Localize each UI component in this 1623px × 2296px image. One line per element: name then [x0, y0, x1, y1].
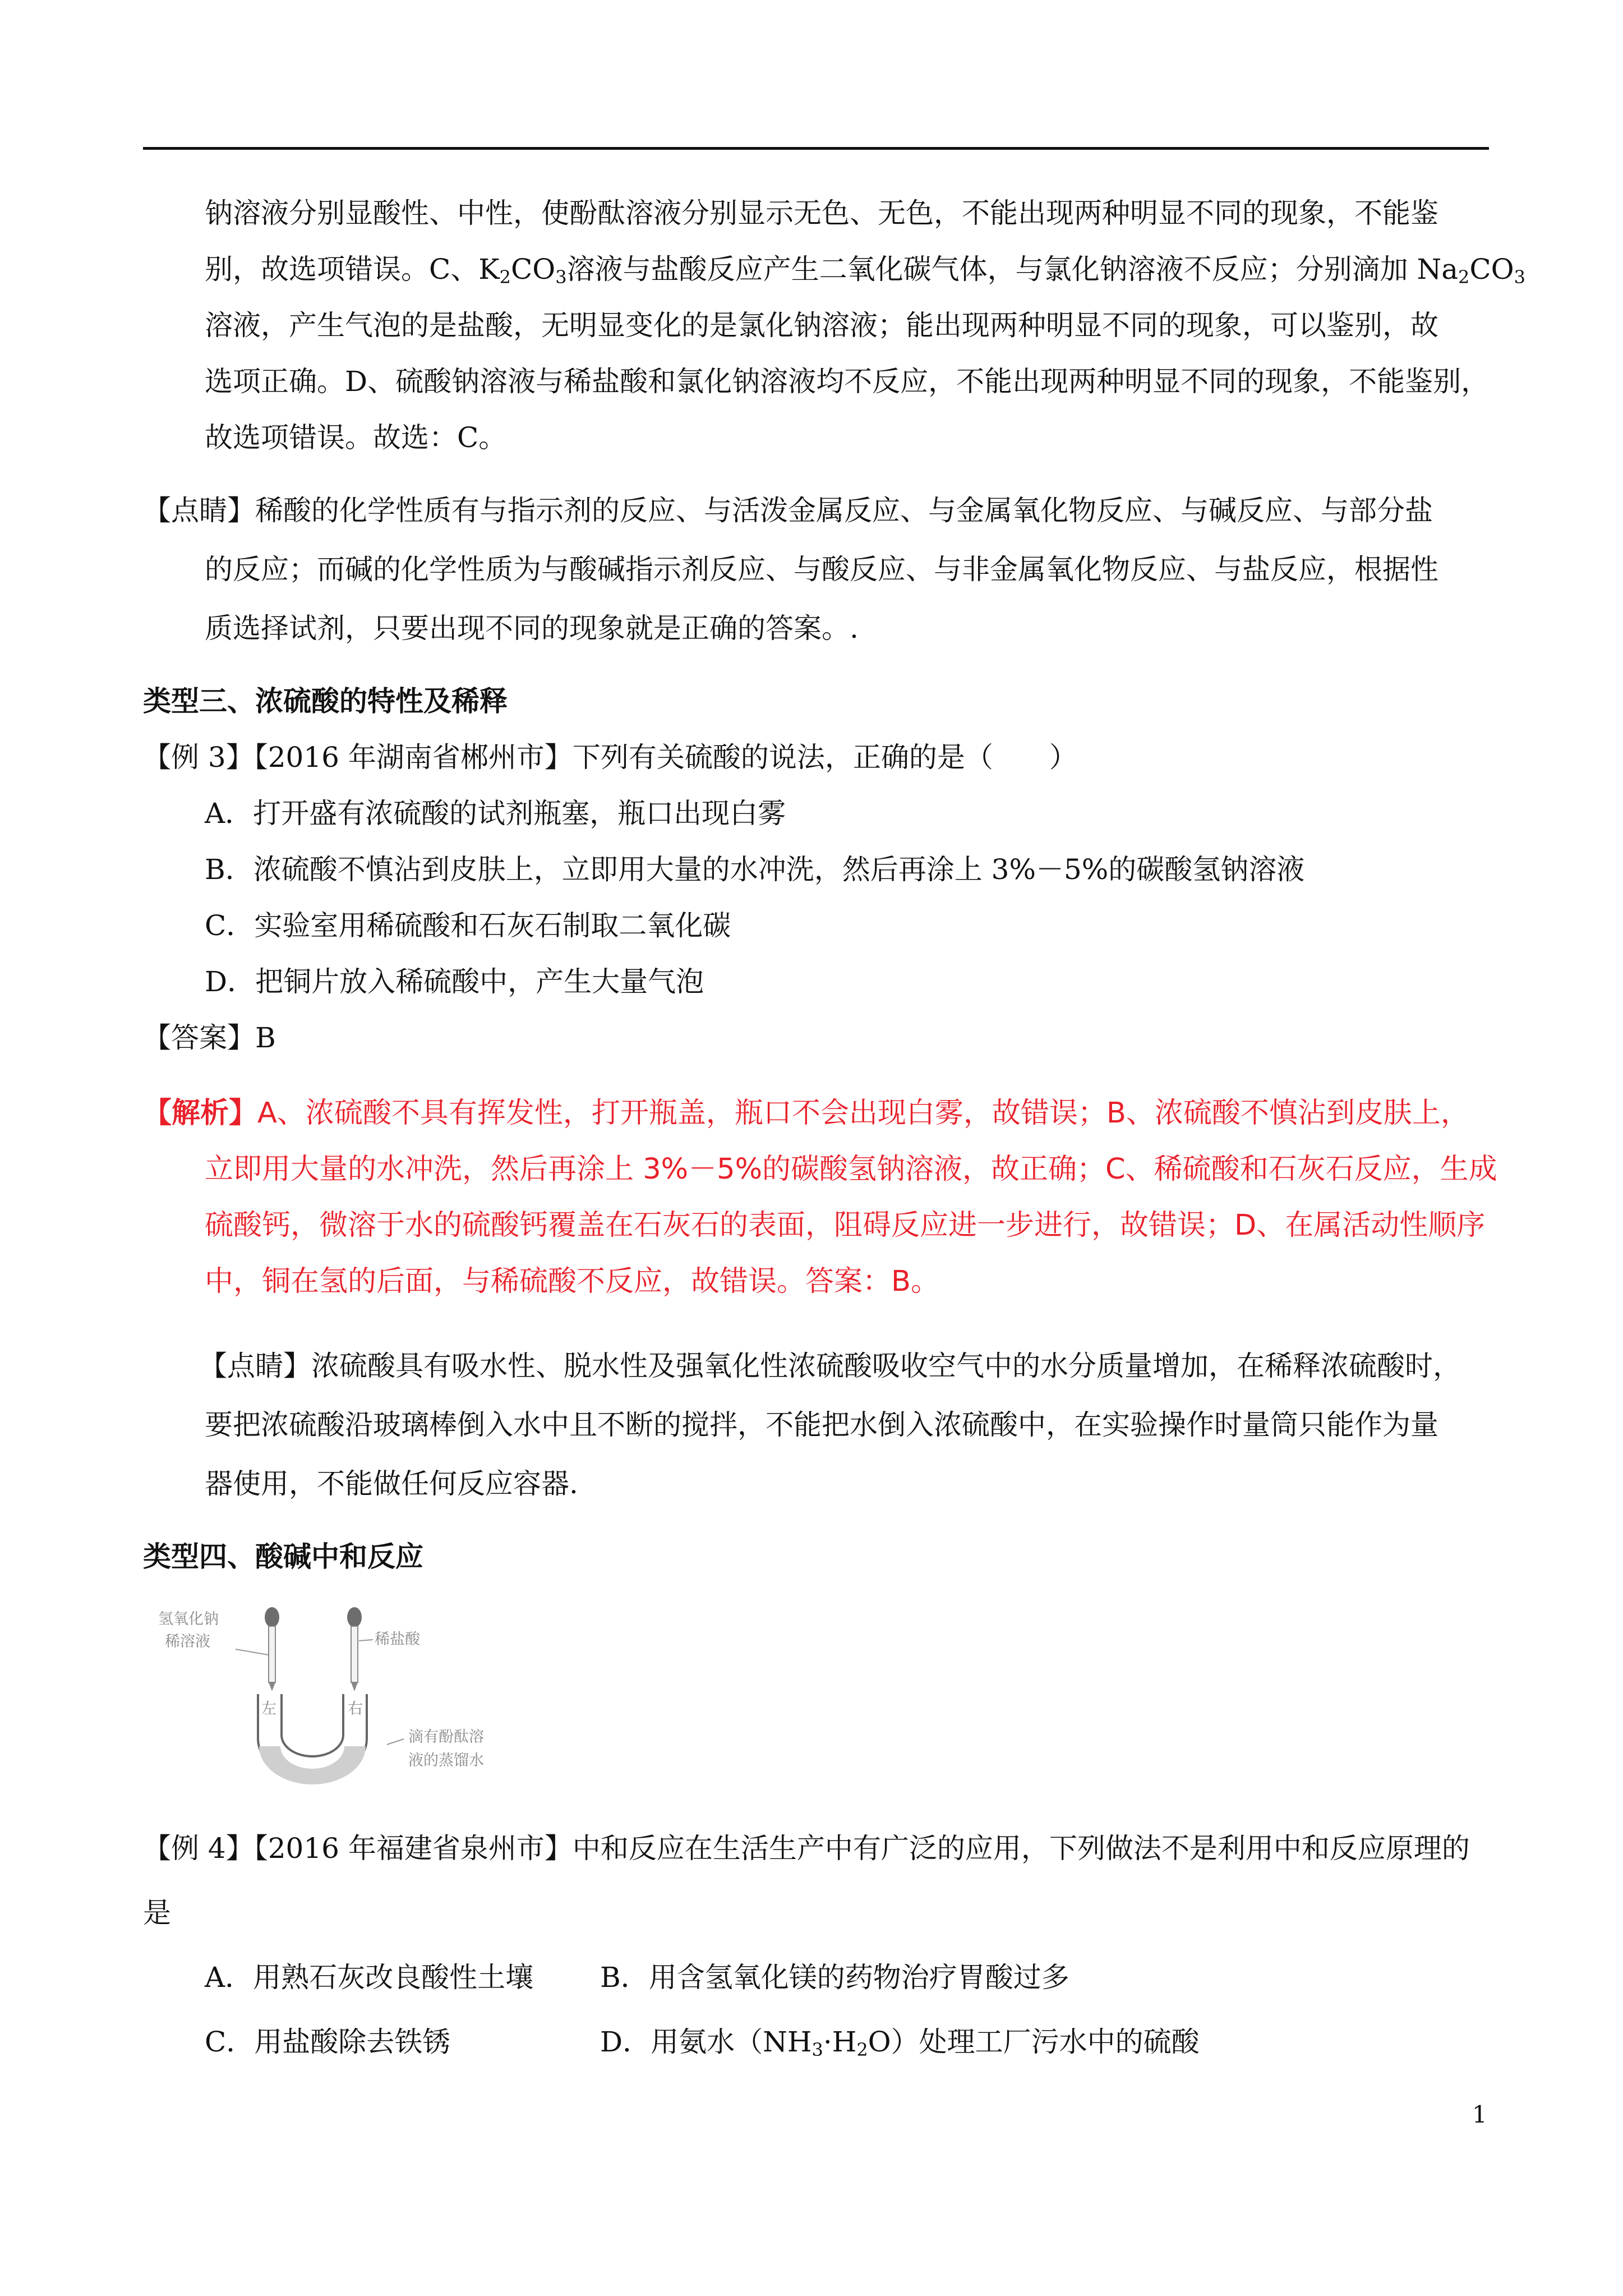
example3-option-b: B．浓硫酸不慎沾到皮肤上，立即用大量的水冲洗，然后再涂上 3%－5%的碳酸氢钠溶液 [205, 853, 1305, 886]
label-leader-water [387, 1739, 404, 1745]
label-right: 右 [348, 1700, 363, 1718]
right-dropper-tip [351, 1682, 358, 1691]
label-leader-hcl [359, 1640, 373, 1641]
example3-question: 【例 3】【2016 年湖南省郴州市】下列有关硫酸的说法，正确的是（ ） [143, 741, 1077, 774]
example3-analysis-line-1: 【解析】A、浓硫酸不具有挥发性，打开瓶盖，瓶口不会出现白雾，故错误；B、浓硫酸不慎沾到皮肤上， [143, 1097, 1469, 1130]
tip2-line-2: 要把浓硫酸沿玻璃棒倒入水中且不断的搅拌，不能把水倒入浓硫酸中，在实验操作时量筒只能作为量 [205, 1409, 1438, 1441]
example4-question-line-2: 是 [143, 1897, 171, 1929]
example4-option-c: C．用盐酸除去铁锈 [205, 2026, 451, 2058]
right-dropper-tube [351, 1626, 358, 1682]
intro-line-5: 故选项错误。故选：C。 [205, 421, 507, 454]
left-dropper-tube [269, 1626, 275, 1682]
intro-line-1: 钠溶液分别显酸性、中性，使酚酞溶液分别显示无色、无色，不能出现两种明显不同的现象，不能鉴 [205, 197, 1438, 229]
section4-title: 类型四、酸碱中和反应 [143, 1540, 423, 1573]
label-water-line1: 滴有酚酞溶 [408, 1728, 484, 1746]
label-water-line2: 液的蒸馏水 [408, 1752, 484, 1769]
tip1-line-3: 质选择试剂，只要出现不同的现象就是正确的答案。. [205, 612, 859, 645]
intro-line-4: 选项正确。D、硫酸钠溶液与稀盐酸和氯化钠溶液均不反应，不能出现两种明显不同的现象，不能鉴别， [205, 365, 1490, 398]
example4-option-a: A．用熟石灰改良酸性土壤 [205, 1961, 534, 1994]
tip2-line-1: 【点睛】浓硫酸具有吸水性、脱水性及强氧化性浓硫酸吸收空气中的水分质量增加，在稀释浓硫酸时， [199, 1350, 1461, 1382]
example3-analysis-line-4: 中，铜在氢的后面，与稀硫酸不反应，故错误。答案：B。 [205, 1265, 939, 1298]
tip1-line-2: 的反应；而碱的化学性质为与酸碱指示剂反应、与酸反应、与非金属氧化物反应、与盐反应，根据性 [205, 553, 1438, 586]
u-tube-liquid [259, 1746, 366, 1784]
example3-analysis-line-2: 立即用大量的水冲洗，然后再涂上 3%－5%的碳酸氢钠溶液，故正确；C、稀硫酸和石灰石反应，生成 [205, 1153, 1497, 1186]
section3-title: 类型三、浓硫酸的特性及稀释 [143, 685, 508, 717]
label-leader-naoh [236, 1649, 268, 1655]
example3-option-a: A．打开盛有浓硫酸的试剂瓶塞，瓶口出现白雾 [205, 797, 786, 830]
tip2-line-3: 器使用，不能做任何反应容器. [205, 1467, 578, 1500]
tip1-line-1: 【点睛】稀酸的化学性质有与指示剂的反应、与活泼金属反应、与金属氧化物反应、与碱反应、与部分盐 [143, 494, 1433, 527]
intro-line-3: 溶液，产生气泡的是盐酸，无明显变化的是氯化钠溶液；能出现两种明显不同的现象，可以鉴别，故 [205, 309, 1438, 342]
label-left: 左 [261, 1700, 276, 1718]
label-naoh-line2: 稀溶液 [165, 1633, 210, 1650]
example3-analysis-line-3: 硫酸钙，微溶于水的硫酸钙覆盖在石灰石的表面，阻碍反应进一步进行，故错误；D、在属活动性顺序 [205, 1209, 1486, 1242]
page-number: 1 [1472, 2101, 1487, 2128]
example3-answer: 【答案】B [143, 1022, 276, 1054]
example3-option-d: D．把铜片放入稀硫酸中，产生大量气泡 [205, 965, 704, 998]
left-dropper-bulb [265, 1607, 279, 1627]
left-dropper-tip [269, 1682, 275, 1691]
u-tube-inner-wall [282, 1694, 343, 1756]
header-rule [143, 147, 1489, 150]
example4-option-d: D．用氨水$(NH_3\cdot H_2O)$处理工厂污水中的硫酸 [600, 2026, 1200, 2060]
u-tube-apparatus-diagram [157, 1602, 505, 1787]
right-dropper-bulb [347, 1607, 362, 1627]
label-naoh-line1: 氢氧化钠 [158, 1611, 219, 1628]
intro-line-2: 别，故选项错误。C、$K_2CO_3$溶液与盐酸反应产生二氧化碳气体，与氯化钠溶液不反应；分别滴加 $Na_2CO_3$ [205, 253, 1526, 288]
label-hcl: 稀盐酸 [375, 1631, 420, 1648]
example3-option-c: C．实验室用稀硫酸和石灰石制取二氧化碳 [205, 909, 731, 942]
example4-question-line-1: 【例 4】【2016 年福建省泉州市】中和反应在生活生产中有广泛的应用，下列做法不是利用中和反应原理的 [143, 1832, 1470, 1865]
example4-option-b: B．用含氢氧化镁的药物治疗胃酸过多 [600, 1961, 1069, 1994]
